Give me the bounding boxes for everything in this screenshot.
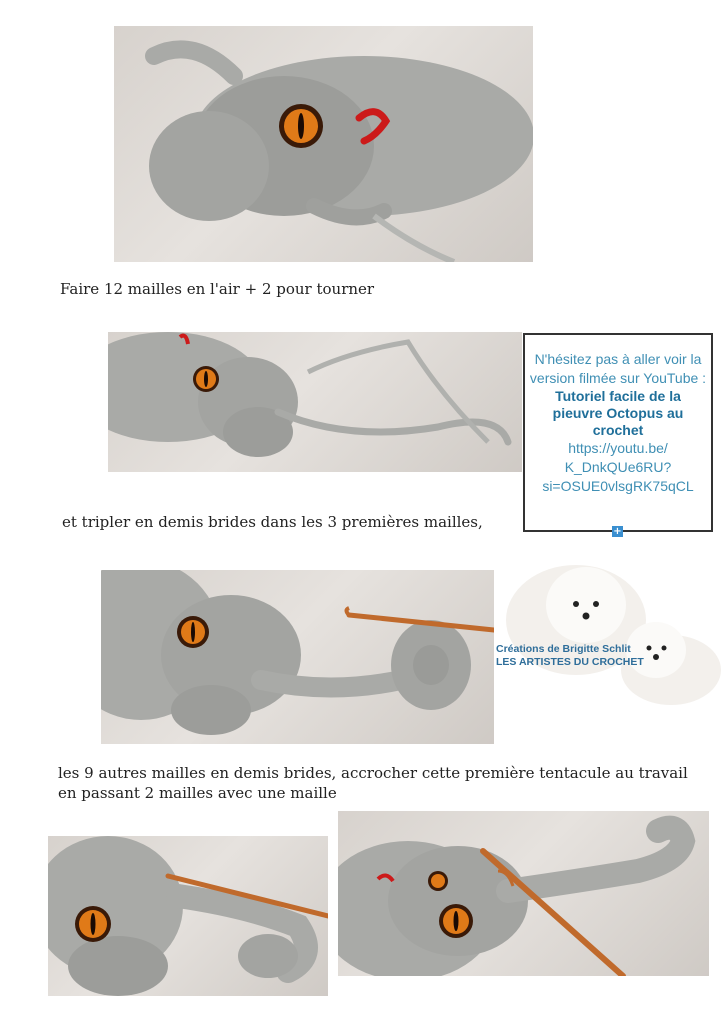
caption-step-2: et tripler en demis brides dans les 3 premières mailles, bbox=[62, 513, 483, 531]
caption-step-1: Faire 12 mailles en l'air + 2 pour tourner bbox=[60, 280, 375, 298]
youtube-info-box bbox=[523, 333, 713, 532]
caption-step-3-line-1: les 9 autres mailles en demis brides, accrocher cette première tentacule au travail bbox=[58, 764, 688, 782]
youtube-link-3[interactable]: si=OSUE0vlsgRK75qCL bbox=[542, 478, 694, 494]
expand-plus-icon[interactable]: + bbox=[613, 526, 622, 537]
info-title-2: pieuvre Octopus au bbox=[552, 405, 684, 421]
photo-attach-tentacle-2 bbox=[338, 811, 709, 976]
youtube-link-1[interactable]: https://youtu.be/ bbox=[568, 440, 668, 456]
logo-line-1: Créations de Brigitte Schlit bbox=[496, 643, 631, 655]
info-line-1: N'hésitez pas à aller voir la bbox=[534, 351, 702, 367]
logo-line-2: LES ARTISTES DU CROCHET bbox=[496, 656, 644, 668]
photo-attach-tentacle-1 bbox=[48, 836, 328, 996]
info-line-2: version filmée sur YouTube : bbox=[529, 370, 707, 386]
photo-octopus-body bbox=[114, 26, 533, 262]
youtube-link-2[interactable]: K_DnkQUe6RU? bbox=[564, 459, 672, 475]
photo-tentacle-hook bbox=[101, 570, 494, 744]
caption-step-3-line-2: en passant 2 mailles avec une maille bbox=[58, 784, 337, 802]
info-title-3: crochet bbox=[592, 422, 644, 438]
photo-chain-start bbox=[108, 332, 522, 472]
brand-logo bbox=[496, 560, 726, 708]
info-title-1: Tutoriel facile de la bbox=[555, 388, 681, 404]
